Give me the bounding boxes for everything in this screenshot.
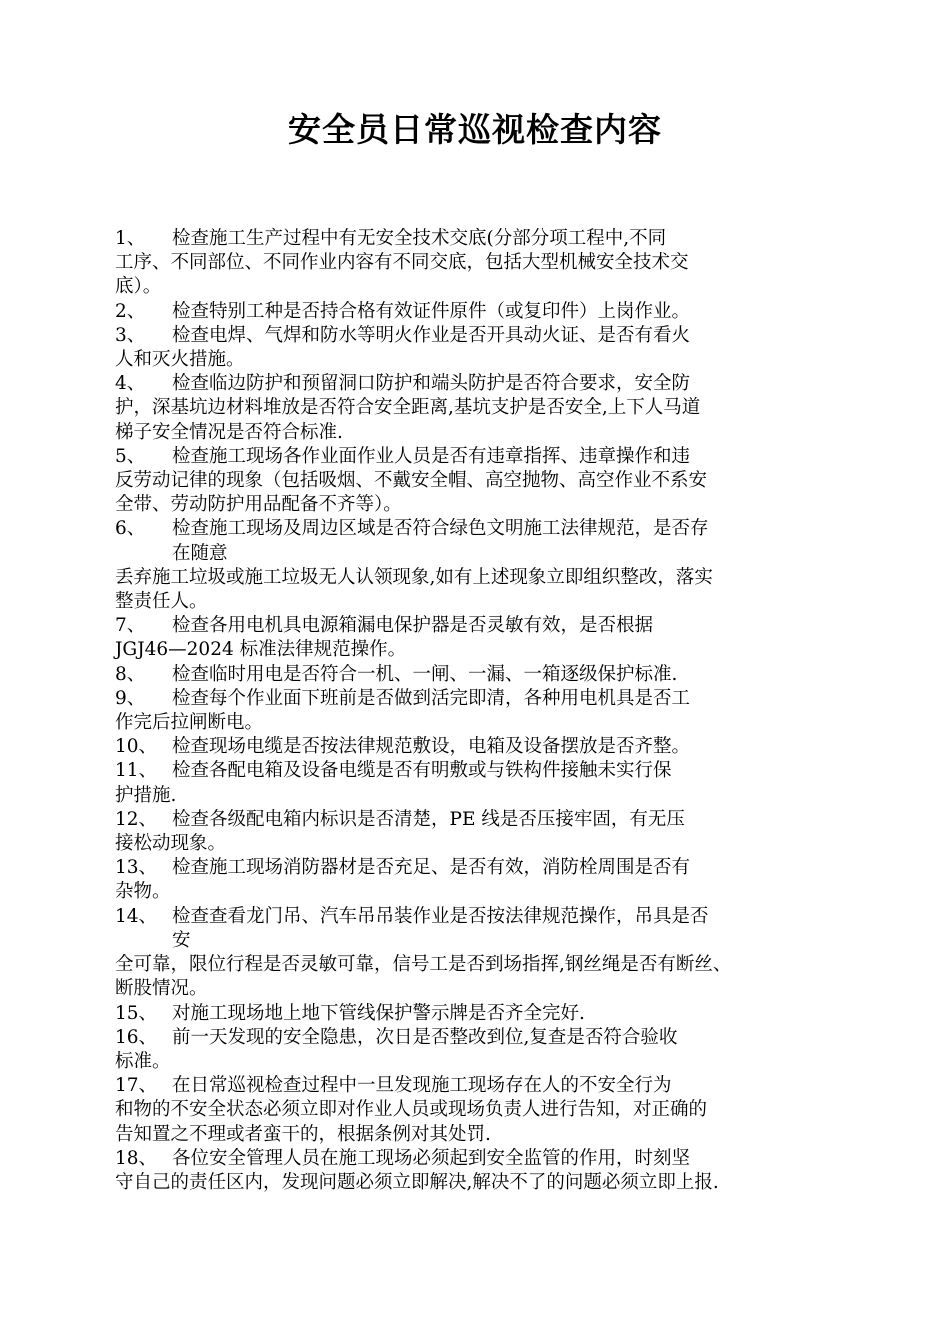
list-item-line: [115, 1002, 850, 1026]
list-item-line: [115, 1147, 850, 1171]
list-item-number: 14、: [115, 905, 158, 927]
list-item-number: 12、: [115, 808, 158, 830]
list-item-text: 检查临时用电是否符合一机、一闸、一漏、一箱逐级保护标准.: [172, 663, 678, 685]
list-item-text: 对施工现场地上地下管线保护警示牌是否齐全完好.: [172, 1002, 585, 1024]
list-item-text: 检查每个作业面下班前是否做到活完即清，各种用电机具是否工: [172, 687, 691, 709]
list-item-line: [115, 493, 850, 517]
list-item-text: 梯子安全情况是否符合标准.: [115, 421, 343, 443]
list-item-text: 整责任人。: [115, 591, 208, 613]
list-item-text: 告知置之不理或者蛮干的，根据条例对其处罚.: [115, 1123, 491, 1145]
list-item-number: 18、: [115, 1147, 158, 1169]
list-item-line: [115, 808, 850, 832]
inspection-list: [115, 227, 850, 1195]
list-item-text: 检查临边防护和预留洞口防护和端头防护是否符合要求，安全防: [172, 373, 691, 395]
list-item-number: 10、: [115, 736, 158, 758]
list-item-text: 检查施工现场及周边区域是否符合绿色文明施工法律规范，是否存: [172, 518, 709, 540]
list-item-line: [115, 324, 850, 348]
list-item-line: [115, 614, 850, 638]
list-item-text: 工序、不同部位、不同作业内容有不同交底，包括大型机械安全技术交: [115, 252, 689, 274]
list-item-text: 检查施工现场各作业面作业人员是否有违章指挥、违章操作和违: [172, 445, 691, 467]
list-item-text: 反劳动记律的现象（包括吸烟、不戴安全帽、高空抛物、高空作业不系安: [115, 470, 708, 492]
list-item-text: 丢弃施工垃圾或施工垃圾无人认领现象,如有上述现象立即组织整改，落实: [115, 566, 713, 588]
list-item-line: [115, 880, 850, 904]
list-item-line: [115, 1098, 850, 1122]
list-item-number: 2、: [115, 300, 146, 322]
list-item-text: 和物的不安全状态必须立即对作业人员或现场负责人进行告知，对正确的: [115, 1099, 708, 1121]
list-item-text: 护，深基坑边材料堆放是否符合安全距离,基坑支护是否安全,上下人马道: [115, 397, 701, 419]
list-item: [115, 445, 850, 518]
list-item-text: 检查电焊、气焊和防水等明火作业是否开具动火证、是否有看火: [172, 324, 691, 346]
list-item-line: [115, 421, 850, 445]
list-item-line: [115, 517, 850, 541]
list-item-text: 杂物。: [115, 881, 171, 903]
list-item: [115, 905, 850, 1002]
list-item-number: 11、: [115, 760, 158, 782]
list-item-line: [115, 977, 850, 1001]
list-item-line: [115, 445, 850, 469]
list-item-line: [115, 735, 850, 759]
list-item-number: 1、: [115, 228, 146, 249]
list-item-text: 守自己的责任区内，发现问题必须立即解决,解决不了的问题必须立即上报.: [115, 1171, 719, 1193]
list-item-line: [115, 856, 850, 880]
list-item-line: [115, 275, 850, 299]
list-item-line: [115, 687, 850, 711]
list-item-text: 在随意: [172, 542, 228, 564]
list-item-line: [115, 1171, 850, 1195]
list-item: [115, 687, 850, 735]
list-item-line: [115, 638, 850, 662]
list-item-text: 作完后拉闸断电。: [115, 712, 264, 734]
list-item-line: [115, 1074, 850, 1098]
list-item-number: 9、: [115, 687, 146, 709]
list-item-text: 接松动现象。: [115, 833, 227, 855]
list-item: [115, 735, 850, 759]
list-item-line: [115, 1026, 850, 1050]
list-item-number: 13、: [115, 857, 158, 879]
list-item-line: [115, 542, 850, 566]
list-item: [115, 1147, 850, 1195]
list-item-text: 标准。: [115, 1050, 171, 1072]
list-item-line: [115, 251, 850, 275]
list-item-text: 检查各配电箱及设备电缆是否有明敷或与铁构件接触未实行保: [172, 760, 672, 782]
list-item-line: [115, 590, 850, 614]
list-item-text: 检查施工现场消防器材是否充足、是否有效，消防栓周围是否有: [172, 857, 691, 879]
list-item: [115, 300, 850, 324]
list-item: [115, 759, 850, 807]
list-item-text: 在日常巡视检查过程中一旦发现施工现场存在人的不安全行为: [172, 1075, 672, 1097]
list-item-text: 护措施.: [115, 784, 177, 806]
list-item: [115, 1074, 850, 1147]
list-item: [115, 856, 850, 904]
list-item-line: [115, 663, 850, 687]
list-item-number: 5、: [115, 445, 146, 467]
list-item-line: [115, 711, 850, 735]
list-item: [115, 324, 850, 372]
list-item-line: [115, 929, 850, 953]
list-item-line: [115, 372, 850, 396]
list-item: [115, 372, 850, 445]
list-item-text: 检查各用电机具电源箱漏电保护器是否灵敏有效，是否根据: [172, 615, 654, 637]
list-item-number: 8、: [115, 663, 146, 685]
list-item-text: 检查施工生产过程中有无安全技术交底(分部分项工程中,不同: [172, 228, 667, 249]
list-item-line: [115, 784, 850, 808]
list-item-text: 前一天发现的安全隐患，次日是否整改到位,复查是否符合验收: [172, 1026, 678, 1048]
list-item-text: 检查查看龙门吊、汽车吊吊装作业是否按法律规范操作，吊具是否: [172, 905, 709, 927]
list-item-number: 15、: [115, 1002, 158, 1024]
list-item-number: 7、: [115, 615, 146, 637]
list-item-number: 4、: [115, 373, 146, 395]
list-item-line: [115, 953, 850, 977]
list-item-line: [115, 396, 850, 420]
list-item: [115, 614, 850, 662]
list-item-number: 16、: [115, 1026, 158, 1048]
list-item-text: 安: [172, 929, 191, 951]
list-item-line: [115, 348, 850, 372]
list-item-text: 检查特别工种是否持合格有效证件原件（或复印件）上岗作业。: [172, 300, 691, 322]
list-item-text: 检查现场电缆是否按法律规范敷设，电箱及设备摆放是否齐整。: [172, 736, 691, 758]
list-item-line: [115, 1050, 850, 1074]
list-item: [115, 517, 850, 614]
list-item-line: [115, 1123, 850, 1147]
list-item-line: [115, 469, 850, 493]
list-item: [115, 808, 850, 856]
list-item-line: [115, 759, 850, 783]
list-item-text: 底）。: [115, 276, 162, 298]
list-item-text: 断股情况。: [115, 978, 208, 1000]
page-title: 安全员日常巡视检查内容: [288, 110, 662, 149]
list-item-text: 检查各级配电箱内标识是否清楚，PE 线是否压接牢固，有无压: [172, 808, 685, 830]
list-item-number: 3、: [115, 324, 146, 346]
list-item-number: 17、: [115, 1075, 158, 1097]
list-item-text: 全可靠，限位行程是否灵敏可靠，信号工是否到场指挥,钢丝绳是否有断丝、: [115, 954, 732, 976]
list-item-text: 全带、劳动防护用品配备不齐等）。: [115, 494, 402, 516]
list-item-line: [115, 227, 850, 251]
list-item-line: [115, 300, 850, 324]
list-item-text: 各位安全管理人员在施工现场必须起到安全监管的作用，时刻坚: [172, 1147, 691, 1169]
list-item-text: 人和灭火措施。: [115, 349, 245, 371]
list-item-line: [115, 905, 850, 929]
list-item: [115, 1002, 850, 1026]
list-item-line: [115, 566, 850, 590]
list-item: [115, 1026, 850, 1074]
list-item-text: JGJ46—2024 标准法律规范操作。: [115, 639, 407, 661]
list-item-number: 6、: [115, 518, 146, 540]
list-item: [115, 227, 850, 300]
list-item: [115, 663, 850, 687]
list-item-line: [115, 832, 850, 856]
